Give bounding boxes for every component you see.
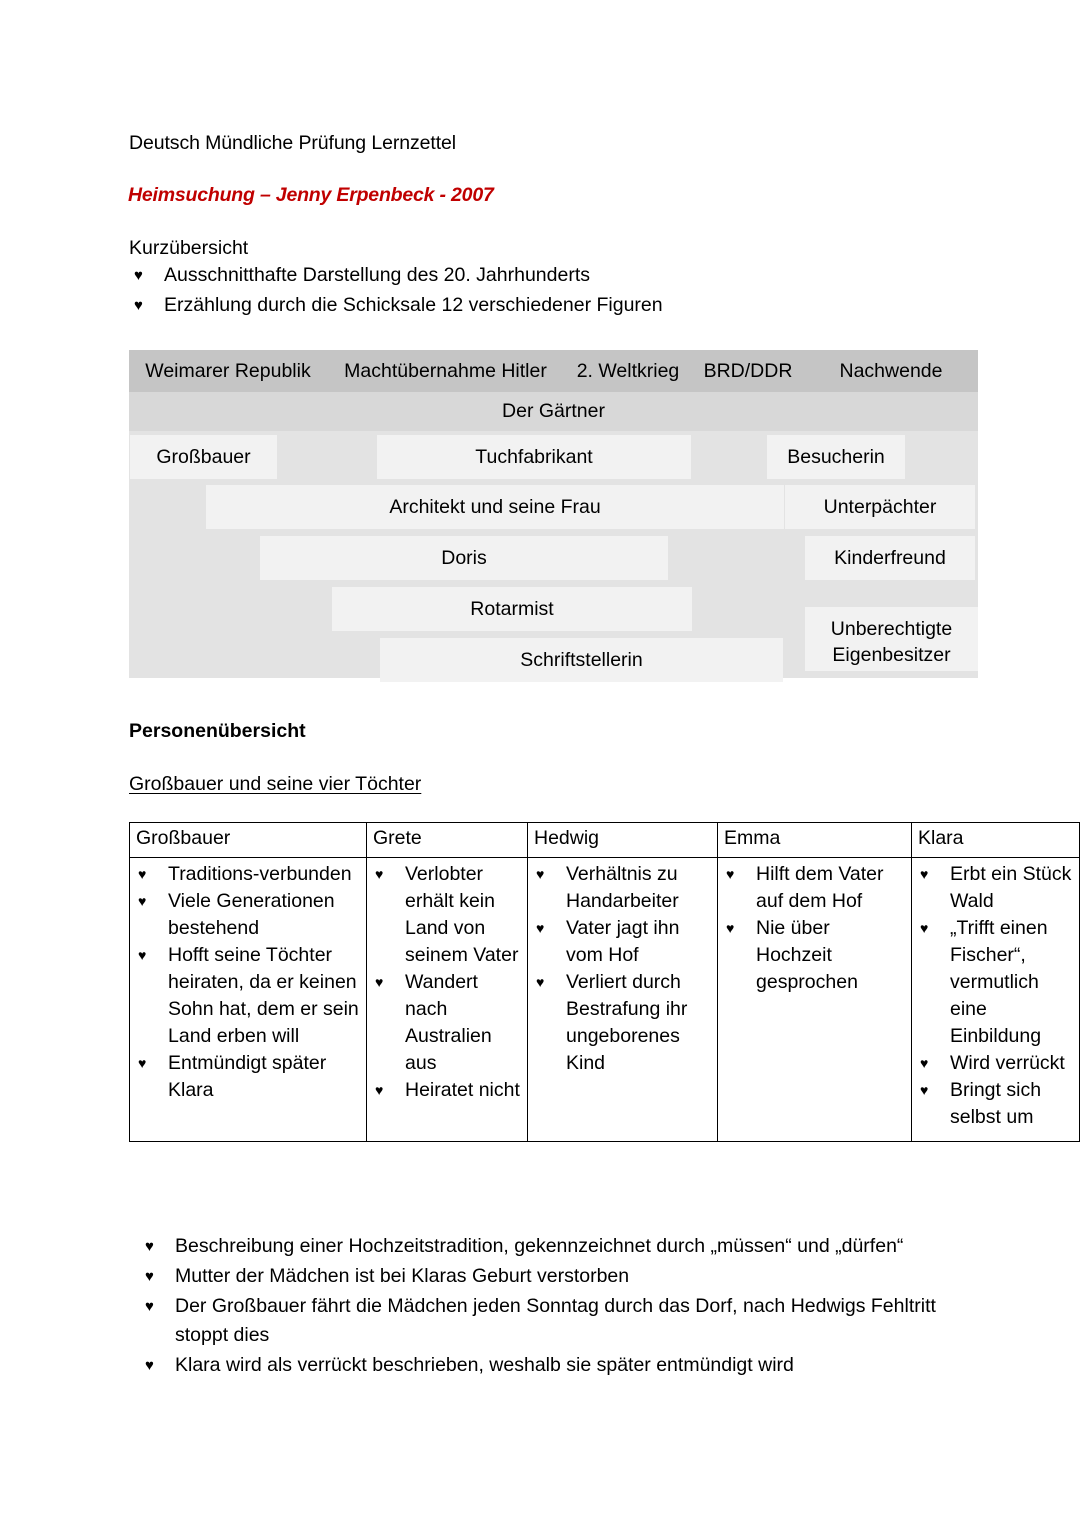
list-item — [918, 861, 1073, 915]
notes-bullet-text: Beschreibung einer Hochzeitstradition, gekennzeichnet durch „müssen“ und „dürfen“ — [175, 1235, 904, 1257]
cell-bullet-text: Entmündigt später Klara — [168, 1052, 327, 1101]
list-item — [136, 888, 360, 942]
list-item — [140, 1351, 970, 1380]
list-item — [129, 291, 929, 320]
table-column-header: Emma — [718, 823, 912, 858]
list-item — [140, 1292, 970, 1350]
table-column-header: Großbauer — [130, 823, 367, 858]
cell-bullet-text: „Trifft einen Fischer“, vermutlich eine Einbildung — [950, 917, 1048, 1047]
timeline-era-label: BRD/DDR — [703, 360, 793, 382]
list-item — [918, 1050, 1073, 1077]
overview-bullet-text: Ausschnitthafte Darstellung des 20. Jahrhunderts — [164, 264, 591, 286]
table-cell-emma — [718, 858, 912, 1142]
timeline-era-label: 2. Weltkrieg — [576, 360, 680, 382]
table-header-row — [130, 823, 1080, 858]
table-column-header: Klara — [912, 823, 1080, 858]
timeline-bar-kinderfreund: Kinderfreund — [805, 536, 975, 580]
cell-bullet-text: Verlobter erhält kein Land von seinem Vater — [405, 863, 519, 966]
cell-bullet-text: Erbt ein Stück Wald — [950, 863, 1072, 912]
cell-bullet-text: Verhältnis zu Handarbeiter — [566, 863, 679, 912]
document-header-line: Deutsch Mündliche Prüfung Lernzettel — [129, 132, 457, 154]
work-title: Heimsuchung – Jenny Erpenbeck - 2007 — [128, 184, 494, 206]
list-item — [918, 1077, 1073, 1131]
cell-bullet-list — [373, 861, 521, 1104]
timeline-era-label: Weimarer Republik — [145, 360, 311, 382]
cell-bullet-text: Traditions-verbunden — [168, 863, 352, 885]
timeline-era-header-row — [129, 350, 978, 392]
list-item — [136, 861, 360, 888]
cell-bullet-text: Heiratet nicht — [405, 1079, 520, 1101]
list-item — [373, 1077, 521, 1104]
cell-bullet-text: Hilft dem Vater auf dem Hof — [756, 863, 884, 912]
timeline-bar-unterpaechter: Unterpächter — [785, 485, 975, 529]
list-item — [534, 915, 711, 969]
list-item — [140, 1262, 970, 1291]
cell-bullet-text: Wandert nach Australien aus — [405, 971, 492, 1074]
notes-bullet-text: Der Großbauer fährt die Mädchen jeden Sonntag durch das Dorf, nach Hedwigs Fehltritt stoppt dies — [175, 1295, 936, 1346]
list-item — [534, 969, 711, 1077]
timeline-bar-besucherin: Besucherin — [767, 435, 905, 479]
timeline-bar-tuchfabrikant: Tuchfabrikant — [377, 435, 691, 479]
list-item — [140, 1232, 970, 1261]
cell-bullet-text: Bringt sich selbst um — [950, 1079, 1042, 1128]
timeline-bar-rotarmist: Rotarmist — [332, 587, 692, 631]
character-timeline-chart — [129, 350, 978, 678]
notes-bullet-text: Klara wird als verrückt beschrieben, weshalb sie später entmündigt wird — [175, 1354, 794, 1376]
table-column-header: Grete — [367, 823, 528, 858]
list-item — [373, 861, 521, 969]
timeline-era-label: Machtübernahme Hitler — [344, 360, 547, 382]
cell-bullet-text: Viele Generationen bestehend — [168, 890, 335, 939]
timeline-bar-der-gaertner: Der Gärtner — [129, 392, 978, 431]
notes-bullet-list — [140, 1232, 970, 1381]
list-item — [373, 969, 521, 1077]
persons-table — [129, 822, 1080, 1142]
page-section-heading: Personenübersicht — [129, 720, 306, 742]
overview-label: Kurzübersicht — [129, 237, 249, 259]
list-item — [724, 861, 905, 915]
overview-bullet-text: Erzählung durch die Schicksale 12 verschiedener Figuren — [164, 294, 663, 316]
cell-bullet-list — [918, 861, 1073, 1131]
cell-bullet-text: Nie über Hochzeit gesprochen — [756, 917, 858, 993]
list-item — [136, 942, 360, 1050]
cell-bullet-text: Verliert durch Bestrafung ihr ungeborenes Kind — [566, 971, 688, 1074]
timeline-bar-grossbauer: Großbauer — [130, 435, 277, 479]
table-cell-grossbauer — [130, 858, 367, 1142]
list-item — [918, 915, 1073, 1050]
table-cell-grete — [367, 858, 528, 1142]
list-item — [129, 261, 929, 290]
page-sub-heading: Großbauer und seine vier Töchter — [129, 773, 422, 795]
cell-bullet-list — [136, 861, 360, 1104]
cell-bullet-text: Wird verrückt — [950, 1052, 1065, 1074]
cell-bullet-text: Hofft seine Töchter heiraten, da er keinen Sohn hat, dem er sein Land erben will — [168, 944, 359, 1047]
table-column-header: Hedwig — [528, 823, 718, 858]
timeline-bar-schriftstellerin: Schriftstellerin — [380, 638, 783, 682]
list-item — [136, 1050, 360, 1104]
list-item — [534, 861, 711, 915]
table-cell-hedwig — [528, 858, 718, 1142]
table-cell-klara — [912, 858, 1080, 1142]
timeline-bar-architekt: Architekt und seine Frau — [206, 485, 784, 529]
table-row — [130, 858, 1080, 1142]
overview-bullet-list — [129, 261, 929, 321]
timeline-bar-doris: Doris — [260, 536, 668, 580]
cell-bullet-text: Vater jagt ihn vom Hof — [566, 917, 680, 966]
list-item — [724, 915, 905, 996]
timeline-bar-unberechtigte-eigenbesitzer: Unberechtigte Eigenbesitzer — [805, 607, 978, 671]
timeline-era-label: Nachwende — [839, 360, 943, 382]
notes-bullet-text: Mutter der Mädchen ist bei Klaras Geburt verstorben — [175, 1265, 630, 1287]
cell-bullet-list — [534, 861, 711, 1077]
cell-bullet-list — [724, 861, 905, 996]
